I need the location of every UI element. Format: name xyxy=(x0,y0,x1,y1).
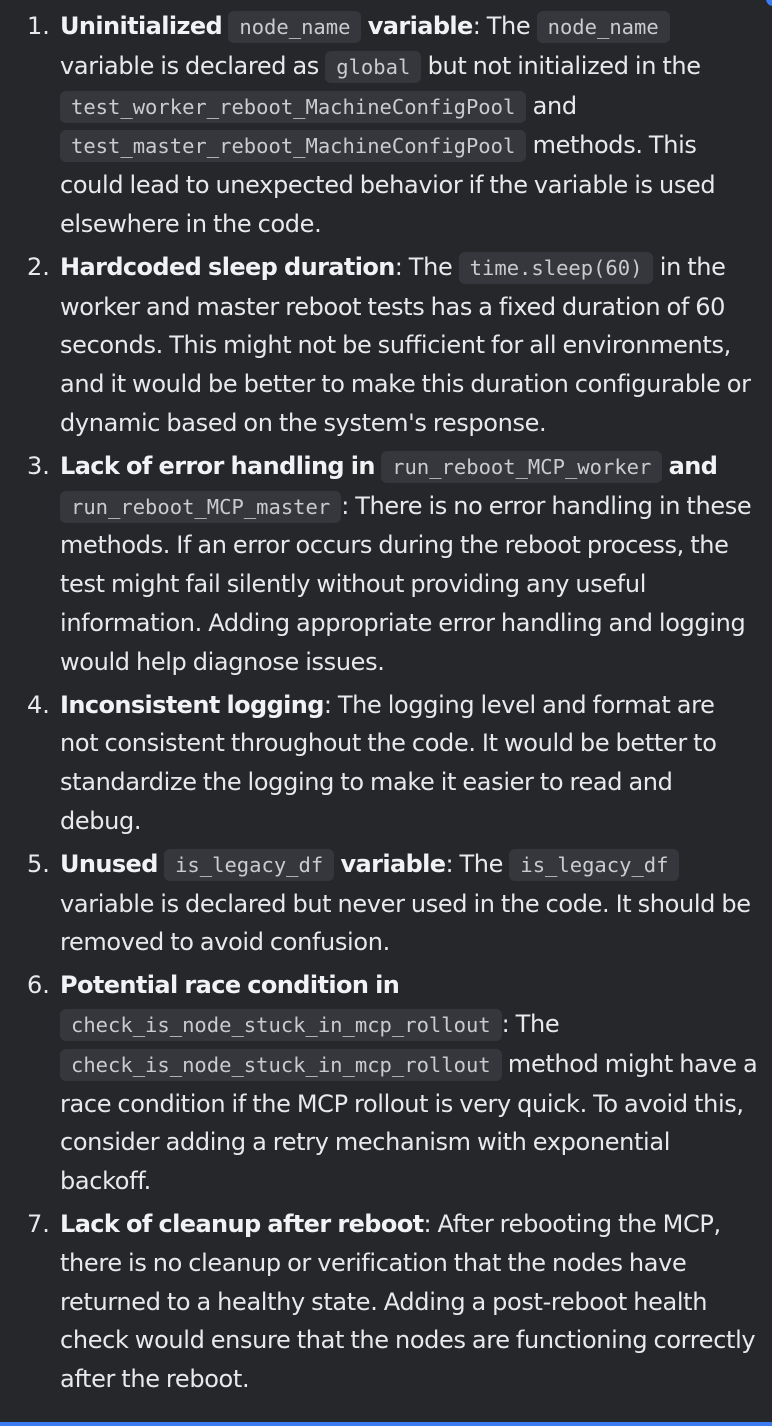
list-item xyxy=(0,7,772,244)
list-item xyxy=(0,248,772,443)
item-number: 4. xyxy=(27,690,50,719)
item-heading: Potential race condition in xyxy=(60,971,400,1000)
item-text xyxy=(60,447,758,682)
item-text xyxy=(60,845,758,962)
text-fragment: : The xyxy=(394,252,453,281)
item-text xyxy=(60,1205,758,1399)
item-number: 7. xyxy=(27,1209,50,1238)
item-heading: Lack of error handling in xyxy=(60,451,375,480)
bottom-accent xyxy=(0,1422,772,1426)
inline-code: is_legacy_df xyxy=(164,849,334,881)
text-fragment: : The xyxy=(472,12,531,40)
text-fragment: but not initialized in the xyxy=(427,51,701,80)
item-heading: variable xyxy=(367,12,473,40)
inline-code: check_is_node_stuck_in_mcp_rollout xyxy=(60,1049,502,1081)
item-text xyxy=(60,248,758,443)
list-item xyxy=(0,966,772,1201)
text-fragment: in the worker and master reboot tests has a fixed duration of 60 seconds. This might not be sufficient for all environments, and it would be better to make this duration configurable or dynamic based on the system's response. xyxy=(60,252,751,437)
list-item xyxy=(0,686,772,841)
inline-code: run_reboot_MCP_master xyxy=(60,491,341,523)
inline-code: check_is_node_stuck_in_mcp_rollout xyxy=(60,1009,502,1041)
text-fragment: methods. This could lead to unexpected behavior if the variable is used elsewhere in the code. xyxy=(60,131,716,238)
item-heading: and xyxy=(668,451,718,480)
item-heading: Uninitialized xyxy=(60,12,223,40)
item-text xyxy=(60,966,758,1201)
text-fragment: : The logging level and format are not consistent throughout the code. It would be better to standardize the logging to make it easier to read and debug. xyxy=(60,690,717,835)
text-fragment: and xyxy=(532,91,577,120)
inline-code: node_name xyxy=(228,11,361,43)
list-item xyxy=(0,447,772,682)
item-number: 6. xyxy=(27,971,50,1000)
text-fragment: method might have a race condition if the MCP rollout is very quick. To avoid this, consider adding a retry mechanism with exponential backoff. xyxy=(60,1049,758,1196)
text-fragment: : The xyxy=(501,1009,560,1038)
item-heading: variable xyxy=(340,849,446,878)
item-number: 3. xyxy=(27,451,50,480)
item-number: 5. xyxy=(27,849,50,878)
inline-code: test_worker_reboot_MachineConfigPool xyxy=(60,91,526,123)
issue-list xyxy=(0,7,772,1399)
item-heading: Unused xyxy=(60,849,158,878)
inline-code: node_name xyxy=(537,11,670,43)
text-fragment: : The xyxy=(445,849,504,878)
text-fragment: variable is declared but never used in the code. It should be removed to avoid confusion. xyxy=(60,889,751,957)
text-fragment: variable is declared as xyxy=(60,51,319,80)
edge-accent xyxy=(766,0,772,6)
inline-code: global xyxy=(325,51,421,83)
inline-code: is_legacy_df xyxy=(509,849,679,881)
list-item xyxy=(0,845,772,962)
inline-code: time.sleep(60) xyxy=(459,252,654,284)
item-heading: Inconsistent logging xyxy=(60,690,324,719)
item-heading: Lack of cleanup after reboot xyxy=(60,1209,424,1238)
list-item xyxy=(0,1205,772,1399)
text-fragment: : After rebooting the MCP, there is no cleanup or verification that the nodes have returned to a healthy state. Adding a post-reboot health check would ensure that the nodes are functioning correctly after the reboot. xyxy=(60,1209,756,1394)
inline-code: run_reboot_MCP_worker xyxy=(381,451,662,483)
item-text xyxy=(60,686,758,841)
item-text xyxy=(60,7,758,244)
item-heading: Hardcoded sleep duration xyxy=(60,252,395,281)
item-number: 1. xyxy=(27,12,50,40)
inline-code: test_master_reboot_MachineConfigPool xyxy=(60,130,526,162)
text-fragment: : There is no error handling in these methods. If an error occurs during the reboot process, the test might fail silently without providing any useful information. Adding appropriate error handling and logging would help diagnose issues. xyxy=(60,491,752,676)
item-number: 2. xyxy=(27,252,50,281)
